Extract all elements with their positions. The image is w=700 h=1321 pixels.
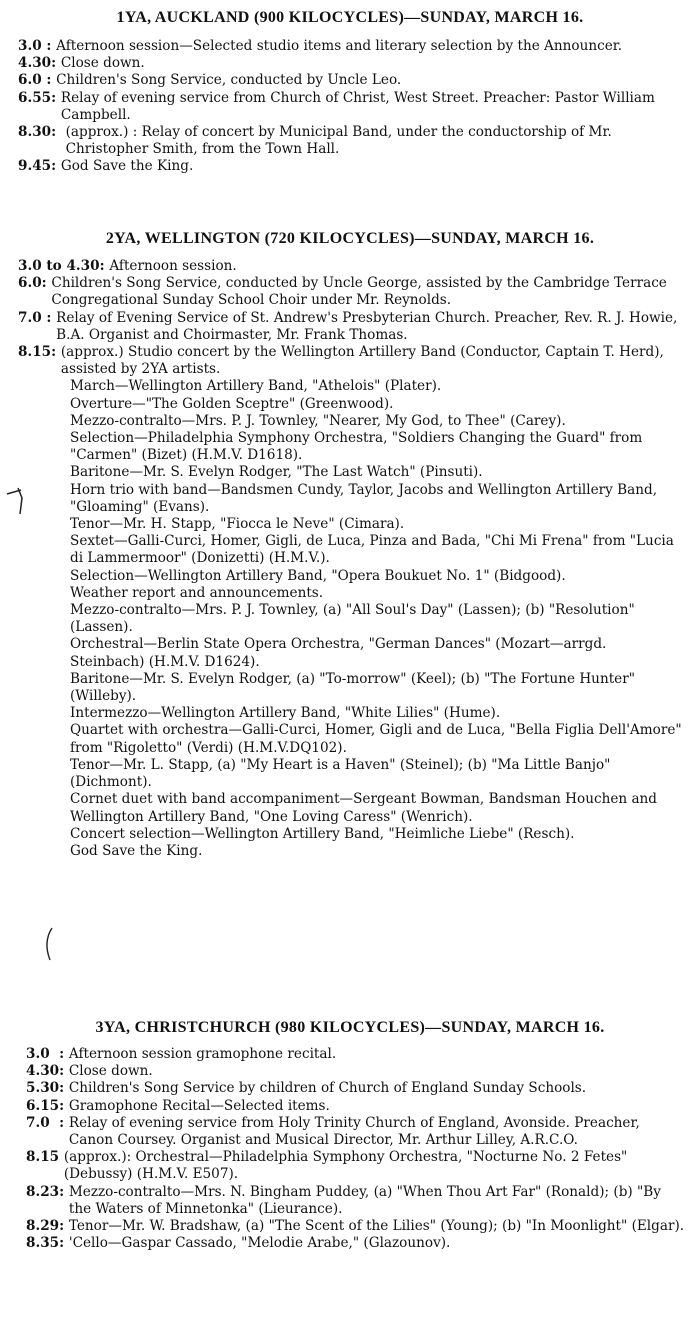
entry-text: (approx.) Studio concert by the Wellington Artillery Band (Conductor, Captain T. Herd), assisted by 2YA artists. — [60, 344, 664, 378]
programme-item: Sextet—Galli-Curci, Homer, Gigli, de Luca, Pinza and Bada, "Chi Mi Frena" from "Lucia di Lammermoor" (Donizetti) (H.M.V.). — [70, 533, 674, 567]
section-heading-wellington: 2YA, WELLINGTON (720 KILOCYCLES)—SUNDAY, MARCH 16. — [105, 230, 595, 247]
entry-text: Afternoon session—Selected studio items and literary selection by the Announcer. — [56, 38, 623, 54]
programme-item: Baritone—Mr. S. Evelyn Rodger, (a) "To-morrow" (Keel); (b) "The Fortune Hunter" (Willeby). — [70, 670, 635, 705]
programme-item: Mezzo-contralto—Mrs. P. J. Townley, "Nearer, My God, to Thee" (Carey). — [70, 412, 566, 429]
programme-item: Overture—"The Golden Sceptre" (Greenwood). — [70, 395, 394, 412]
programme-item: Horn trio with band—Bandsmen Cundy, Taylor, Jacobs and Wellington Artillery Band, "Gloaming" (Evans). — [70, 481, 658, 515]
entry-text: Afternoon session gramophone recital. — [68, 1046, 337, 1062]
section-heading-christchurch: 3YA, CHRISTCHURCH (980 KILOCYCLES)—SUNDAY, MARCH 16. — [95, 1019, 605, 1036]
programme-item: March—Wellington Artillery Band, "Athelois" (Plater). — [70, 378, 442, 395]
section-auckland — [18, 38, 682, 176]
program-entry: 6.0 : Children's Song Service, conducted by Uncle George, assisted by the Cambridge Terrace Congregational Sunday School Choir under Mr. Reynolds. — [18, 275, 682, 309]
programme-item: Selection—Philadelphia Symphony Orchestra, "Soldiers Changing the Guard" from "Carmen" (Bizet) (H.M.V. D1618). — [70, 430, 643, 464]
entry-text: 'Cello—Gaspar Cassado, "Melodie Arabe," (Glazounov). — [68, 1235, 451, 1252]
entry-time: 7.0 — [18, 309, 42, 326]
entry-text: God Save the King. — [60, 158, 194, 175]
program-entry: 4.30 : Close down. — [26, 1063, 686, 1080]
entry-text: (approx.) : Relay of concert by Municipal Band, under the conductorship of Mr. Christopher Smith, from the Town Hall. — [65, 124, 612, 158]
entry-time: 9.45 — [18, 158, 52, 175]
pen-mark — [4, 484, 36, 520]
section-christchurch — [26, 1046, 686, 1252]
entry-time: 6.55 — [18, 89, 52, 106]
program-entry: 5.30 : Children's Song Service by children of Church of England Sunday Schools. — [26, 1080, 686, 1097]
entry-text: Relay of Evening Service of St. Andrew's Presbyterian Church. Preacher, Rev. R. J. Howie, B.A. Organist and Choirmaster, Mr. Frank Thomas. — [56, 309, 678, 343]
programme-item: Tenor—Mr. L. Stapp, (a) "My Heart is a Haven" (Steinel); (b) "Ma Little Banjo" (Dichmont). — [70, 756, 611, 791]
entry-text: Close down. — [68, 1063, 153, 1080]
entry-time: 8.30 — [18, 124, 52, 141]
programme-item: Weather report and announcements. — [70, 584, 324, 601]
entry-text: Children's Song Service, conducted by Uncle Leo. — [56, 72, 402, 89]
program-entry: 3.0 to 4.30 : Afternoon session. — [18, 258, 682, 275]
entry-time: 6.0 — [18, 72, 42, 89]
concert-programme — [18, 378, 682, 860]
section-heading-auckland: 1YA, AUCKLAND (900 KILOCYCLES)—SUNDAY, MARCH 16. — [116, 9, 584, 26]
program-entry: 6.15 : Gramophone Recital—Selected items. — [26, 1098, 686, 1115]
program-entry: 8.29 : Tenor—Mr. W. Bradshaw, (a) "The Scent of the Lilies" (Young); (b) "In Moonlight" (Elgar). — [26, 1218, 685, 1235]
program-entry: 6.0 : Children's Song Service, conducted by Uncle Leo. — [18, 72, 682, 89]
entry-time: 8.15 — [18, 344, 52, 361]
entry-time: 3.0 — [18, 38, 42, 54]
programme-item: Baritone—Mr. S. Evelyn Rodger, "The Last Watch" (Pinsuti). — [70, 464, 483, 481]
entry-text: Gramophone Recital—Selected items. — [68, 1097, 330, 1114]
entry-text: Afternoon session. — [109, 258, 237, 274]
entry-time: 4.30 — [26, 1063, 60, 1080]
programme-item: Quartet with orchestra—Galli-Curci, Homer, Gigli and de Luca, "Bella Figlia Dell'Amore" from "Rigoletto" (Verdi) (H.M.V.DQ102). — [70, 722, 682, 756]
program-entry: 3.0 : Afternoon session—Selected studio items and literary selection by the Announcer. — [18, 38, 682, 55]
entry-time: 8.35 — [26, 1235, 60, 1252]
program-entry: 7.0 : Relay of evening service from Holy Trinity Church of England, Avonside. Preacher, Canon Coursey. Organist and Musical Director, Mr. Arthur Lilley, A.R.C.O. — [26, 1115, 686, 1149]
entry-text: (approx.): Orchestral—Philadelphia Symphony Orchestra, "Nocturne No. 2 Fetes" (Debussy) (H.M.V. E507). — [63, 1149, 628, 1183]
entry-time: 6.0 — [18, 275, 42, 292]
program-entry: 8.35 : 'Cello—Gaspar Cassado, "Melodie Arabe," (Glazounov). — [26, 1235, 686, 1252]
programme-item: Mezzo-contralto—Mrs. P. J. Townley, (a) "All Soul's Day" (Lassen); (b) "Resolution" (Lassen). — [70, 602, 635, 636]
programme-item: Concert selection—Wellington Artillery Band, "Heimliche Liebe" (Resch). — [70, 825, 575, 842]
entry-time: 3.0 to 4.30 — [18, 258, 100, 274]
program-entry: 7.0 : Relay of Evening Service of St. Andrew's Presbyterian Church. Preacher, Rev. R. J. Howie, B.A. Organist and Choirmaster, Mr. Frank Thomas. — [18, 310, 682, 344]
program-entry: 8.15 : (approx.) Studio concert by the Wellington Artillery Band (Conductor, Captain T. Herd), assisted by 2YA artists. — [18, 344, 682, 378]
programme-item: Intermezzo—Wellington Artillery Band, "White Lilies" (Hume). — [70, 705, 501, 722]
program-entry: 9.45 : God Save the King. — [18, 158, 682, 175]
programme-item: Cornet duet with band accompaniment—Sergeant Bowman, Bandsman Houchen and Wellington Artillery Band, "One Loving Caress" (Wenrich). — [70, 791, 658, 825]
section-wellington — [18, 258, 682, 860]
entry-time: 8.23 — [26, 1183, 60, 1200]
entry-text: Tenor—Mr. W. Bradshaw, (a) "The Scent of the Lilies" (Young); (b) "In Moonlight" (Elgar). — [68, 1218, 685, 1235]
entry-time: 3.0 — [26, 1046, 50, 1062]
programme-item: Tenor—Mr. H. Stapp, "Fiocca le Neve" (Cimara). — [70, 516, 405, 533]
entry-text: Relay of evening service from Church of Christ, West Street. Preacher: Pastor William Campbell. — [60, 89, 655, 123]
entry-time: 4.30 — [18, 55, 52, 72]
program-entry: 6.55 : Relay of evening service from Church of Christ, West Street. Preacher: Pastor William Campbell. — [18, 90, 682, 124]
program-entry: 3.0 : Afternoon session gramophone recital. — [26, 1046, 686, 1063]
programme-item: God Save the King. — [70, 842, 203, 859]
entry-text: Children's Song Service, conducted by Uncle George, assisted by the Cambridge Terrace Congregational Sunday School Choir under Mr. Reynolds. — [51, 275, 667, 309]
entry-text: Relay of evening service from Holy Trinity Church of England, Avonside. Preacher, Canon Coursey. Organist and Musical Director, Mr. Arthur Lilley, A.R.C.O. — [68, 1114, 640, 1149]
program-entry — [26, 1149, 686, 1183]
entry-text: Mezzo-contralto—Mrs. N. Bingham Puddey, (a) "When Thou Art Far" (Ronald); (b) "By the Waters of Minnetonka" (Lieurance). — [68, 1183, 661, 1217]
bracket-mark — [40, 924, 56, 964]
entry-time: 8.15 — [26, 1149, 60, 1166]
program-entry: 8.30 : (approx.) : Relay of concert by Municipal Band, under the conductorship of Mr. Christopher Smith, from the Town Hall. — [18, 124, 682, 158]
programme-item: Selection—Wellington Artillery Band, "Opera Boukuet No. 1" (Bidgood). — [70, 567, 566, 584]
program-entry: 8.23 : Mezzo-contralto—Mrs. N. Bingham Puddey, (a) "When Thou Art Far" (Ronald); (b) "By the Waters of Minnetonka" (Lieurance). — [26, 1184, 686, 1218]
program-entry: 4.30 : Close down. — [18, 55, 682, 72]
entry-time: 7.0 — [26, 1114, 50, 1131]
entry-text: Close down. — [60, 55, 145, 72]
entry-text: Children's Song Service by children of Church of England Sunday Schools. — [68, 1080, 587, 1097]
programme-item: Orchestral—Berlin State Opera Orchestra, "German Dances" (Mozart—arrgd. Steinbach) (H.M.V. D1624). — [70, 636, 607, 670]
entry-time: 8.29 — [26, 1218, 60, 1235]
entry-time: 6.15 — [26, 1097, 60, 1114]
entry-time: 5.30 — [26, 1080, 60, 1097]
